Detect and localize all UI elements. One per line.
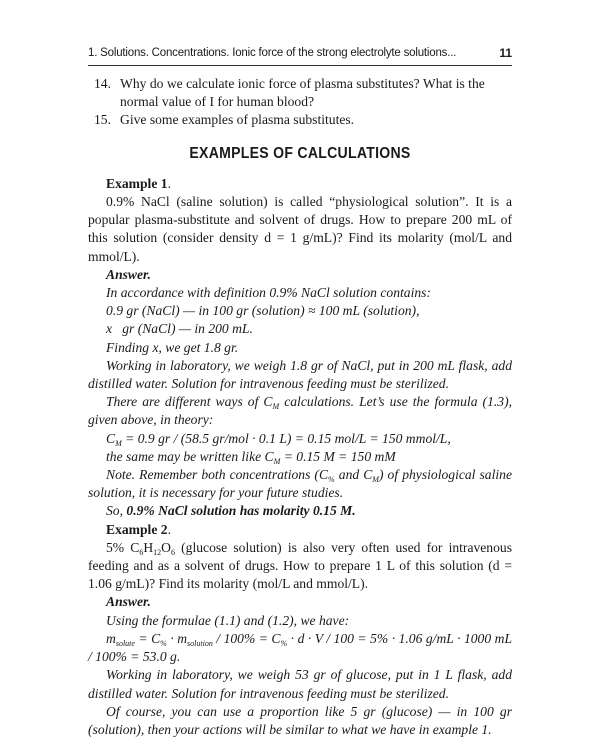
running-title: 1. Solutions. Concentrations. Ionic force of the strong electrolyte solutions... <box>88 47 457 59</box>
example-1-line: There are different ways of $C_M$ calculations. Let’s use the formula (1.3), given above, in theory: <box>88 394 512 428</box>
example-2-line: Using the formulae (1.1) and (1.2), we have: <box>106 612 350 628</box>
example-2-line: Working in laboratory, we weigh 53 gr of glucose, put in 1 L flask, add distilled water. Solution for intravenous feeding must be sterilized. <box>88 667 512 701</box>
example-2-line: Of course, you can use a proportion like 5 gr (glucose) — in 100 gr (solution), then your actions will be similar to what we have in example 1. <box>88 703 512 737</box>
example-1-line: x gr (NaCl) — in 200 mL. <box>106 321 253 337</box>
question-15 <box>88 111 512 129</box>
example-1-line: Working in laboratory, we weigh 1.8 gr of NaCl, put in 200 mL flask, add distilled water. Solution for intravenous feeding must be sterilized. <box>88 357 512 392</box>
example-2-formula: $m_{solute} = C_{\%} \cdot m_{solution} / 100\% = C_{\%} \cdot d \cdot V / 100 = 5\% \cdot 1.06$ g/mL · 1000 mL / 100% = 53.0 g. <box>88 630 513 665</box>
example-1-line: 0.9 gr (NaCl) — in 100 gr (solution) ≈ 100 mL (solution), <box>106 303 420 319</box>
page-number: 11 <box>499 46 512 60</box>
section-title: EXAMPLES OF CALCULATIONS <box>189 144 411 162</box>
example-2-answer-label: Answer. <box>106 594 151 610</box>
example-1-problem: 0.9% NaCl (saline solution) is called “physiological solution”. It is a popular plasma-substitute and solvent of drugs. How to prepare 200 mL of this solution (consider density d = 1 g/mL)? Find its molarity (mol/L and mmol/L). <box>88 194 512 264</box>
example-1-answer-label: Answer. <box>106 266 151 282</box>
header-rule <box>88 65 512 66</box>
question-text: Give some examples of plasma substitutes. <box>120 112 355 128</box>
running-header <box>88 44 512 64</box>
example-1-equation: the same may be written like $C_M = 0.15$ M = 150 mM <box>106 448 396 466</box>
example-1-equation: $C_M = 0.9$ gr / (58.5 gr/mol · 0.1 L) = 0.15 mol/L = 150 mmol/L, <box>106 430 451 448</box>
question-number: 14. <box>94 76 111 91</box>
example-1-title: Example 1. <box>106 175 171 191</box>
example-2-title: Example 2. <box>106 521 171 537</box>
example-1-line: Finding x, we get 1.8 gr. <box>106 339 239 355</box>
example-1-conclusion: So, 0.9% NaCl solution has molarity 0.15 M. <box>106 503 356 519</box>
question-number: 15. <box>94 112 111 128</box>
page-body <box>88 75 512 739</box>
question-14 <box>88 75 512 111</box>
example-2-problem: 5% $C_6H_{12}O_6$ (glucose solution) is also very often used for intravenous feeding and as a solvent of drugs. How to prepare 1 L of this solution (d = 1.06 g/mL)? Find its molarity (mol/L and mmol/L). <box>88 539 512 592</box>
example-1-note: Note. Remember both concentrations ($C_{\%}$ and $C_M$) of physiological saline solution, it is necessary for your future studies. <box>88 467 512 501</box>
example-1-line: In accordance with definition 0.9% NaCl solution contains: <box>106 285 431 301</box>
question-text: Why do we calculate ionic force of plasma substitutes? What is the normal value of I for human blood? <box>120 76 485 110</box>
